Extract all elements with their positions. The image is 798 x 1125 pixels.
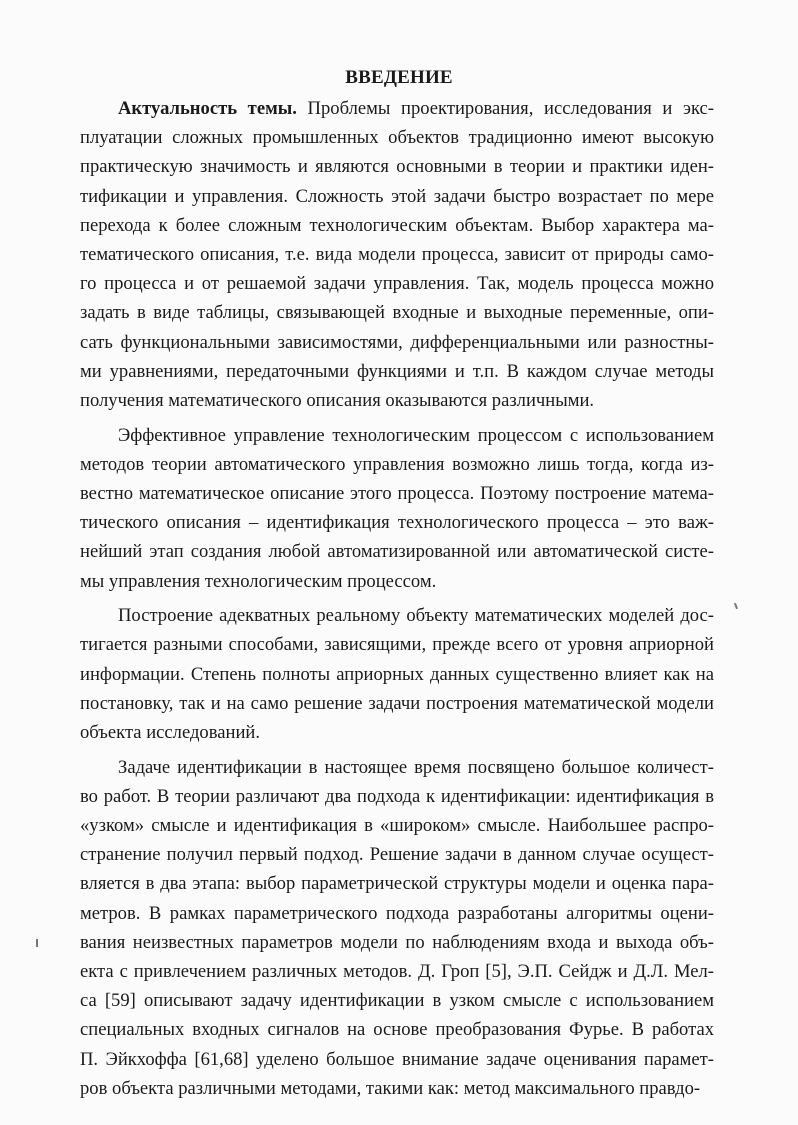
line-text: задать в виде таблицы, связывающей входные и выходные переменные, опи- — [80, 302, 714, 324]
text-line — [80, 123, 714, 152]
line-text: методов теории автоматического управления возможно лишь тогда, когда из- — [80, 453, 714, 475]
paragraph — [80, 421, 714, 596]
lead-phrase: Актуальность темы. — [118, 98, 297, 119]
paragraph — [80, 601, 714, 747]
line-text: тического описания – идентификация технологического процесса – это важ- — [80, 512, 714, 534]
text-line — [80, 298, 714, 327]
line-text: мы управления технологическим процессом. — [80, 570, 437, 592]
text-line — [80, 660, 714, 689]
line-text: вляется в два этапа: выбор параметрической структуры модели и оценка пара- — [80, 873, 714, 895]
text-line — [80, 718, 714, 747]
line-text: плуатации сложных промышленных объектов традиционно имеют высокую — [80, 127, 714, 149]
line-text: перехода к более сложным технологическим объектам. Выбор характера ма- — [80, 214, 714, 236]
text-line — [80, 357, 714, 386]
text-line — [80, 753, 714, 782]
body-text — [80, 94, 714, 1103]
text-line — [80, 240, 714, 269]
line-text: екта с привлечением различных методов. Д. Гроп [5], Э.П. Сейдж и Д.Л. Мел- — [80, 960, 714, 982]
line-text: го процесса и от решаемой задачи управления. Так, модель процесса можно — [80, 273, 714, 295]
text-line — [80, 1074, 714, 1103]
text-line — [80, 537, 714, 566]
line-text: специальных входных сигналов на основе преобразования Фурье. В работах — [80, 1019, 714, 1041]
text-line — [80, 601, 714, 630]
line-text: практическую значимость и являются основными в теории и практики иден- — [80, 156, 714, 178]
text-line — [80, 94, 714, 123]
line-text: тематического описания, т.е. вида модели процесса, зависит от природы само- — [80, 243, 714, 265]
line-text: сать функциональными зависимостями, дифференциальными или разностны- — [80, 331, 714, 353]
line-text: нейший этап создания любой автоматизированной или автоматической систе- — [80, 541, 714, 563]
line-text: ми уравнениями, передаточными функциями и т.п. В каждом случае методы — [80, 360, 714, 382]
paragraph — [80, 94, 714, 415]
text-line — [80, 957, 714, 986]
text-line — [80, 1015, 714, 1044]
line-text: получения математического описания оказываются различными. — [80, 389, 595, 411]
line-text: са [59] описывают задачу идентификации в узком смысле с использованием — [80, 990, 714, 1012]
text-line — [80, 811, 714, 840]
scan-mark — [36, 939, 38, 947]
line-text: тификации и управления. Сложность этой задачи быстро возрастает по мере — [80, 185, 714, 207]
text-line — [80, 211, 714, 240]
line-text: П. Эйкхоффа [61,68] уделено большое внимание задаче оценивания парамет- — [80, 1048, 714, 1070]
text-line — [80, 508, 714, 537]
text-line — [80, 386, 714, 415]
text-line — [80, 928, 714, 957]
line-text: вестно математическое описание этого процесса. Поэтому построение матема- — [80, 482, 714, 504]
line-text: объекта исследований. — [80, 721, 260, 743]
text-line — [80, 421, 714, 450]
text-line — [80, 630, 714, 659]
text-line — [80, 567, 714, 596]
line-text: метров. В рамках параметрического подхода разработаны алгоритмы оцени- — [80, 902, 714, 924]
text-line — [80, 840, 714, 869]
text-line — [80, 152, 714, 181]
line-text: постановку, так и на само решение задачи построения математической модели — [80, 692, 714, 714]
line-text: информации. Степень полноты априорных данных существенно влияет как на — [80, 663, 714, 685]
text-line — [80, 269, 714, 298]
text-line — [80, 782, 714, 811]
paragraph — [80, 753, 714, 1103]
line-text: Проблемы проектирования, исследования и экс- — [296, 98, 714, 119]
text-line — [80, 450, 714, 479]
line-text: «узком» смысле и идентификация в «широком» смысле. Наибольшее распро- — [80, 815, 714, 836]
line-text: вания неизвестных параметров модели по наблюдениям входа и выхода объ- — [80, 931, 714, 953]
text-line — [80, 479, 714, 508]
line-text: ров объекта различными методами, такими как: метод максимального правдо- — [80, 1077, 701, 1099]
line-text: Построение адекватных реальному объекту математических моделей дос- — [118, 605, 714, 627]
text-line — [80, 899, 714, 928]
line-text: Эффективное управление технологическим процессом с использованием — [118, 424, 714, 446]
line-text: во работ. В теории различают два подхода к идентификации: идентификация в — [80, 785, 714, 807]
page-title: ВВЕДЕНИЕ — [345, 67, 453, 88]
text-line — [80, 869, 714, 898]
line-text: странение получил первый подход. Решение задачи в данном случае осущест- — [80, 844, 714, 866]
text-line — [80, 986, 714, 1015]
line-text: тигается разными способами, зависящими, прежде всего от уровня априорной — [80, 634, 714, 656]
scan-mark — [734, 603, 738, 609]
text-line — [80, 328, 714, 357]
text-line — [80, 689, 714, 718]
line-text: Задаче идентификации в настоящее время посвящено большое количест- — [118, 756, 714, 778]
text-line — [80, 182, 714, 211]
text-line — [80, 1045, 714, 1074]
